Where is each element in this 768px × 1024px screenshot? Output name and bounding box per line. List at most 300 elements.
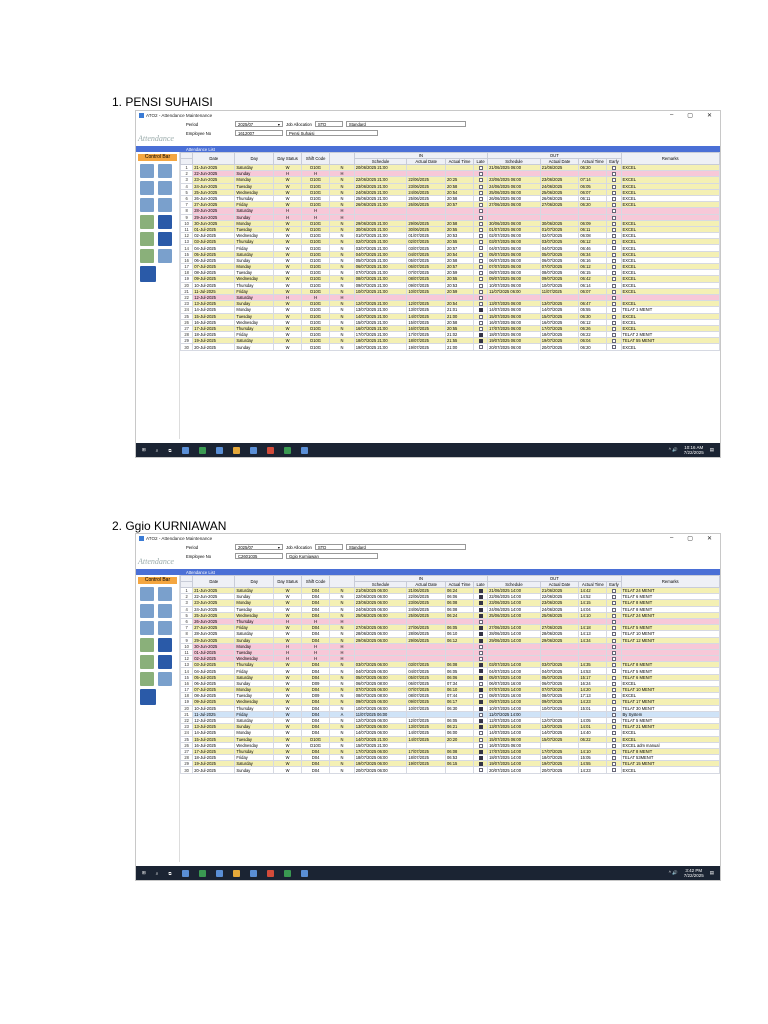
cell-col-0: 07-Jul-2025 (193, 264, 235, 270)
cell-col-7: 06:08 (446, 662, 474, 668)
cell-col-2: W (274, 693, 302, 699)
cell-col-7: 06:30 (446, 705, 474, 711)
table-row[interactable] (181, 344, 720, 350)
period-select[interactable]: 2025/07 ▾ (235, 544, 283, 550)
job-desc-field: Standard (346, 544, 466, 550)
cell-col-2: W (274, 220, 302, 226)
edit-icon[interactable] (140, 638, 154, 652)
notification-icon[interactable]: ▤ (709, 870, 714, 875)
app-icon-3[interactable] (216, 870, 223, 877)
windows-start-icon[interactable]: ⊞ (142, 870, 146, 875)
print-icon[interactable] (158, 672, 172, 686)
cell-col-5: 09/07/2025 21:00 (354, 282, 407, 288)
cell-col-3: D10G (302, 319, 330, 325)
cell-col-3: D04 (302, 748, 330, 754)
cell-col-13: TELAT 24 MENIT (621, 588, 719, 594)
cell-col-4: N (330, 687, 355, 693)
cell-col-7: 21:02 (446, 332, 474, 338)
cell-col-13: EXCEL (621, 202, 719, 208)
col-group-in: IN (354, 576, 487, 582)
cell-col-11: 14:15 (579, 600, 607, 606)
clock-time: 3:42 PM (685, 868, 703, 873)
list-view-icon[interactable] (140, 689, 156, 705)
cell-col-11: 17:13 (579, 693, 607, 699)
cell-col-11: 14:23 (579, 699, 607, 705)
cell-col-3: D10G (302, 288, 330, 294)
late-checkbox[interactable] (474, 344, 488, 350)
cell-col-11: 14:53 (579, 668, 607, 674)
add-icon[interactable] (140, 198, 154, 212)
undo-icon[interactable] (158, 655, 172, 669)
cell-col-0: 06-Jul-2025 (193, 680, 235, 686)
cell-col-10: 04/07/2025 (540, 245, 579, 251)
control-bar-label: Control Bar (138, 154, 177, 161)
cell-col-1: Wednesday (235, 742, 274, 748)
cell-col-3: D10G (302, 177, 330, 183)
cell-col-0: 05-Jul-2025 (193, 251, 235, 257)
tray-icons[interactable]: ^ 🔊 (668, 447, 678, 452)
cell-col-1: Friday (235, 245, 274, 251)
cell-col-1: Friday (235, 332, 274, 338)
cell-col-5: 27/06/2025 06:00 (354, 625, 407, 631)
row-number: 27 (181, 325, 193, 331)
app-icon-5[interactable] (250, 447, 257, 454)
cell-col-6: 07/07/2025 (407, 270, 446, 276)
cell-col-3: D10G (302, 195, 330, 201)
cell-col-2: W (274, 637, 302, 643)
cell-col-11: 14:35 (579, 662, 607, 668)
row-number: 5 (181, 189, 193, 195)
cell-col-7: 21:55 (446, 338, 474, 344)
chrome-icon[interactable] (267, 870, 274, 877)
cell-col-7: 20:59 (446, 288, 474, 294)
cell-col-0: 05-Jul-2025 (193, 674, 235, 680)
cell-col-6: 05/07/2025 (407, 674, 446, 680)
cell-col-4: N (330, 233, 355, 239)
search-icon[interactable]: ⌕ (155, 870, 159, 876)
cell-col-0: 27-Jun-2025 (193, 202, 235, 208)
app-icon-2[interactable] (199, 870, 206, 877)
excel-icon[interactable] (284, 870, 291, 877)
cell-col-1: Sunday (235, 680, 274, 686)
cell-col-1: Monday (235, 307, 274, 313)
row-number: 19 (181, 276, 193, 282)
cell-col-7: 20:54 (446, 189, 474, 195)
cell-col-13: EXCEL (621, 693, 719, 699)
cell-col-4: N (330, 325, 355, 331)
cell-col-7: 20:58 (446, 195, 474, 201)
cell-col-11: 06:08 (579, 233, 607, 239)
row-number: 3 (181, 177, 193, 183)
cell-col-10: 06/07/2025 (540, 680, 579, 686)
cell-col-10: 19/07/2025 (540, 761, 579, 767)
cell-col-6: 13/07/2025 (407, 724, 446, 730)
search-icon[interactable]: ⌕ (155, 447, 159, 453)
cell-col-10: 05/07/2025 (540, 251, 579, 257)
job-code-field[interactable]: STD (315, 544, 343, 550)
cell-col-2: W (274, 239, 302, 245)
cell-col-7: 06:24 (446, 588, 474, 594)
cell-col-9: 23/06/2025 14:00 (488, 600, 541, 606)
cell-col-10: 26/06/2025 (540, 195, 579, 201)
save-icon[interactable] (158, 638, 172, 652)
cell-col-9: 16/07/2025 06:00 (488, 319, 541, 325)
cell-col-10: 24/06/2025 (540, 606, 579, 612)
cell-col-2: W (274, 226, 302, 232)
word-icon[interactable] (301, 870, 308, 877)
late-checkbox[interactable] (474, 767, 488, 773)
cell-col-1: Monday (235, 264, 274, 270)
cell-col-1: Thursday (235, 325, 274, 331)
cell-col-0: 07-Jul-2025 (193, 687, 235, 693)
cell-col-5: 21/06/2025 06:00 (354, 588, 407, 594)
cell-col-5: 13/07/2025 06:00 (354, 724, 407, 730)
cell-col-0: 02-Jul-2025 (193, 656, 235, 662)
cell-col-0: 21-Jun-2025 (193, 165, 235, 171)
cell-col-0: 01-Jul-2025 (193, 226, 235, 232)
cell-col-13: TELAT 5 MENIT (621, 625, 719, 631)
cell-col-11: 14:10 (579, 612, 607, 618)
cell-col-9: 10/07/2025 14:00 (488, 705, 541, 711)
cell-col-11: 06:07 (579, 288, 607, 294)
row-number: 14 (181, 668, 193, 674)
cell-col-10: 08/07/2025 (540, 270, 579, 276)
cell-col-7: 06:08 (446, 600, 474, 606)
row-number: 23 (181, 301, 193, 307)
first-record-icon[interactable] (140, 587, 154, 601)
cell-col-1: Saturday (235, 251, 274, 257)
cell-col-5: 06/07/2025 08:00 (354, 680, 407, 686)
delete-icon[interactable] (158, 621, 172, 635)
cell-col-3: D09 (302, 693, 330, 699)
cell-col-4: N (330, 220, 355, 226)
cell-col-13: TELAT 8 MENIT (621, 606, 719, 612)
cell-col-9: 07/07/2025 06:00 (488, 264, 541, 270)
cell-col-0: 25-Jun-2025 (193, 612, 235, 618)
cell-col-6: 15/07/2025 (407, 319, 446, 325)
cancel-icon[interactable] (140, 249, 154, 263)
cell-col-2: W (274, 165, 302, 171)
cell-col-0: 26-Jun-2025 (193, 195, 235, 201)
edge-icon[interactable] (182, 447, 189, 454)
app-icon (139, 536, 144, 541)
cell-col-13: EXCEL (621, 226, 719, 232)
app-icon-5[interactable] (250, 870, 257, 877)
cell-col-7: 06:05 (446, 625, 474, 631)
cell-col-11: 06:42 (579, 276, 607, 282)
cell-col-5: 03/07/2025 06:00 (354, 662, 407, 668)
cell-col-2: H (274, 618, 302, 624)
cell-col-0: 03-Jul-2025 (193, 662, 235, 668)
cell-col-4: H (330, 294, 355, 300)
cell-col-3: D10G (302, 276, 330, 282)
cell-col-5: 04/07/2025 21:00 (354, 251, 407, 257)
col-group-out: OUT (488, 576, 621, 582)
cell-col-11: 06:26 (579, 325, 607, 331)
task-view-icon[interactable]: ⧉ (168, 870, 172, 876)
cell-col-3: D10G (302, 264, 330, 270)
cell-col-2: W (274, 332, 302, 338)
cell-col-7: 20:55 (446, 276, 474, 282)
cell-col-5: 22/06/2025 06:00 (354, 594, 407, 600)
cell-col-10: 18/07/2025 (540, 332, 579, 338)
cell-col-4: N (330, 668, 355, 674)
cancel-icon[interactable] (140, 672, 154, 686)
next-record-icon[interactable] (140, 604, 154, 618)
cell-col-0: 17-Jul-2025 (193, 748, 235, 754)
cell-col-1: Saturday (235, 631, 274, 637)
row-number: 29 (181, 761, 193, 767)
cell-col-4: H (330, 643, 355, 649)
cell-col-6: 18/07/2025 (407, 338, 446, 344)
employee-no-field[interactable]: 1612007 (235, 130, 283, 136)
maximize-icon[interactable]: ▢ (687, 536, 693, 542)
cell-col-7: 20:57 (446, 264, 474, 270)
cell-col-11: 06:04 (579, 338, 607, 344)
cell-col-3: D09 (302, 680, 330, 686)
cell-col-13: EXCEL (621, 220, 719, 226)
cell-col-0: 04-Jul-2025 (193, 245, 235, 251)
row-number: 30 (181, 344, 193, 350)
cell-col-0: 15-Jul-2025 (193, 736, 235, 742)
row-number: 24 (181, 307, 193, 313)
cell-col-7: 20:57 (446, 202, 474, 208)
cell-col-5: 12/07/2025 06:00 (354, 717, 407, 723)
task-view-icon[interactable]: ⧉ (168, 447, 172, 453)
cell-col-1: Monday (235, 687, 274, 693)
close-icon[interactable]: ✕ (706, 113, 712, 119)
table-row[interactable] (181, 767, 720, 773)
cell-col-10: 21/06/2025 (540, 588, 579, 594)
cell-col-0: 17-Jul-2025 (193, 325, 235, 331)
cell-col-7: 06:00 (446, 730, 474, 736)
cell-col-6: 10/07/2025 (407, 705, 446, 711)
col-shift-code: Shift Code (302, 153, 330, 165)
maximize-icon[interactable]: ▢ (687, 113, 693, 119)
early-checkbox[interactable] (607, 767, 621, 773)
cell-col-2: W (274, 313, 302, 319)
cell-col-2: W (274, 202, 302, 208)
cell-col-10: 23/06/2025 (540, 600, 579, 606)
employee-no-field[interactable]: C2601035 (235, 553, 283, 559)
cell-col-3: D10G (302, 742, 330, 748)
cell-col-6: 17/07/2025 (407, 332, 446, 338)
cell-col-2: H (274, 208, 302, 214)
cell-col-7: 20:54 (446, 251, 474, 257)
notification-icon[interactable]: ▤ (709, 447, 714, 452)
first-record-icon[interactable] (140, 164, 154, 178)
minimize-icon[interactable]: – (669, 112, 674, 118)
cell-col-11: 15:17 (579, 674, 607, 680)
cell-col-4: N (330, 588, 355, 594)
refresh-icon[interactable] (140, 232, 154, 246)
cell-col-6: 22/06/2025 (407, 177, 446, 183)
cell-col-7: 06:24 (446, 612, 474, 618)
cell-col-10: 07/07/2025 (540, 264, 579, 270)
windows-start-icon[interactable]: ⊞ (142, 447, 146, 452)
cell-col-3: H (302, 643, 330, 649)
row-number: 8 (181, 208, 193, 214)
cell-col-6: 08/07/2025 (407, 276, 446, 282)
cell-col-4: N (330, 699, 355, 705)
cell-col-5: 18/07/2025 06:00 (354, 755, 407, 761)
refresh-icon[interactable] (140, 655, 154, 669)
cell-col-3: H (302, 171, 330, 177)
word-icon[interactable] (301, 447, 308, 454)
cell-col-11: 06:20 (579, 165, 607, 171)
clock-date: 7/22/2025 (683, 873, 704, 878)
cell-col-9: 14/07/2025 06:00 (488, 307, 541, 313)
early-checkbox[interactable] (607, 344, 621, 350)
cell-col-6: 24/06/2025 (407, 606, 446, 612)
cell-col-6: 05/07/2025 (407, 257, 446, 263)
cell-col-5: 15/07/2025 21:00 (354, 319, 407, 325)
cell-col-4: N (330, 251, 355, 257)
cell-col-10: 20/07/2025 (540, 344, 579, 350)
cell-col-6: 13/07/2025 (407, 307, 446, 313)
cell-col-9: 06/07/2025 06:00 (488, 257, 541, 263)
edit-icon[interactable] (140, 215, 154, 229)
cell-col-11: 06:16 (579, 257, 607, 263)
cell-col-3: H (302, 656, 330, 662)
cell-col-7: 21:00 (446, 313, 474, 319)
cell-col-13: EXCEL (621, 313, 719, 319)
cell-col-4: N (330, 742, 355, 748)
print-icon[interactable] (158, 249, 172, 263)
row-number: 4 (181, 183, 193, 189)
row-number: 15 (181, 251, 193, 257)
cell-col-9: 21/06/2025 14:00 (488, 588, 541, 594)
excel-icon[interactable] (284, 447, 291, 454)
cell-col-9: 28/06/2025 14:00 (488, 631, 541, 637)
cell-col-5: 15/07/2025 21:00 (354, 742, 407, 748)
cell-col-4: N (330, 755, 355, 761)
next-record-icon[interactable] (140, 181, 154, 195)
cell-col-4: N (330, 307, 355, 313)
row-number: 25 (181, 736, 193, 742)
last-record-icon[interactable] (158, 181, 172, 195)
close-icon[interactable]: ✕ (706, 536, 712, 542)
cell-col-7: 20:53 (446, 282, 474, 288)
employee-name-field: Ggio Kurniawan (286, 553, 378, 559)
cell-col-1: Sunday (235, 301, 274, 307)
job-code-field[interactable]: STD (315, 121, 343, 127)
cell-col-2: W (274, 301, 302, 307)
save-icon[interactable] (158, 215, 172, 229)
row-number: 21 (181, 711, 193, 717)
cell-col-11: 14:13 (579, 631, 607, 637)
edge-icon[interactable] (182, 870, 189, 877)
cell-col-13: EXCEL (621, 233, 719, 239)
add-icon[interactable] (140, 621, 154, 635)
cell-col-3: H (302, 649, 330, 655)
folder-icon[interactable] (233, 870, 240, 877)
app-icon-2[interactable] (199, 447, 206, 454)
cell-col-0: 15-Jul-2025 (193, 313, 235, 319)
cell-col-7: 06:06 (446, 674, 474, 680)
cell-col-6: 19/07/2025 (407, 344, 446, 350)
cell-col-6: 12/07/2025 (407, 301, 446, 307)
cell-col-3: H (302, 214, 330, 220)
delete-icon[interactable] (158, 198, 172, 212)
app-icon-3[interactable] (216, 447, 223, 454)
cell-col-1: Monday (235, 600, 274, 606)
chrome-icon[interactable] (267, 447, 274, 454)
cell-col-5: 30/06/2025 21:00 (354, 226, 407, 232)
last-record-icon[interactable] (158, 604, 172, 618)
row-number: 10 (181, 643, 193, 649)
cell-col-3: D10G (302, 325, 330, 331)
cell-col-4: N (330, 189, 355, 195)
row-number: 9 (181, 637, 193, 643)
cell-col-5: 17/07/2025 21:00 (354, 332, 407, 338)
cell-col-4: N (330, 183, 355, 189)
cell-col-0: 16-Jul-2025 (193, 742, 235, 748)
row-number: 6 (181, 195, 193, 201)
row-number: 1 (181, 165, 193, 171)
cell-col-11: 14:10 (579, 748, 607, 754)
prev-record-icon[interactable] (158, 587, 172, 601)
taskbar (136, 443, 720, 457)
cell-col-2: W (274, 699, 302, 705)
cell-col-5: 26/06/2025 21:00 (354, 202, 407, 208)
cell-col-0: 18-Jul-2025 (193, 332, 235, 338)
cell-col-3: D04 (302, 717, 330, 723)
cell-col-11: 06:07 (579, 189, 607, 195)
row-number: 27 (181, 748, 193, 754)
cell-col-2: W (274, 270, 302, 276)
cell-col-13: TELAT 8 MENIT (621, 600, 719, 606)
cell-col-1: Wednesday (235, 319, 274, 325)
attendance-list-header: Attendance List (136, 146, 720, 152)
cell-col-0: 24-Jun-2025 (193, 606, 235, 612)
folder-icon[interactable] (233, 447, 240, 454)
cell-col-5: 28/06/2025 06:00 (354, 631, 407, 637)
cell-col-0: 18-Jul-2025 (193, 755, 235, 761)
cell-col-9: 21/06/2025 06:00 (488, 165, 541, 171)
cell-col-7: 21:01 (446, 307, 474, 313)
cell-col-2: W (274, 276, 302, 282)
cell-col-10: 04/07/2025 (540, 668, 579, 674)
col-out-actual-date: Actual Date (540, 159, 579, 165)
cell-col-9: 19/07/2025 06:00 (488, 338, 541, 344)
minimize-icon[interactable]: – (669, 535, 674, 541)
cell-col-9: 15/07/2025 06:00 (488, 313, 541, 319)
cell-col-10: 09/07/2025 (540, 276, 579, 282)
prev-record-icon[interactable] (158, 164, 172, 178)
cell-col-9: 19/07/2025 14:00 (488, 761, 541, 767)
cell-col-10: 25/06/2025 (540, 189, 579, 195)
cell-col-3: D04 (302, 730, 330, 736)
undo-icon[interactable] (158, 232, 172, 246)
period-select[interactable]: 2025/07 ▾ (235, 121, 283, 127)
row-number: 28 (181, 332, 193, 338)
col-in-actual-date: Actual Date (407, 159, 446, 165)
cell-col-13: TELAT 55 MENIT (621, 338, 719, 344)
tray-icons[interactable]: ^ 🔊 (668, 870, 678, 875)
cell-col-2: W (274, 680, 302, 686)
cell-col-10: 17/07/2025 (540, 325, 579, 331)
list-view-icon[interactable] (140, 266, 156, 282)
cell-col-3: D04 (302, 687, 330, 693)
row-number: 21 (181, 288, 193, 294)
cell-col-4: N (330, 606, 355, 612)
col-day: Day (235, 576, 274, 588)
cell-col-10: 11/07/2025 (540, 288, 579, 294)
cell-col-6: 04/07/2025 (407, 251, 446, 257)
col-in-schedule: Schedule (354, 159, 407, 165)
cell-col-9: 10/07/2025 06:00 (488, 282, 541, 288)
